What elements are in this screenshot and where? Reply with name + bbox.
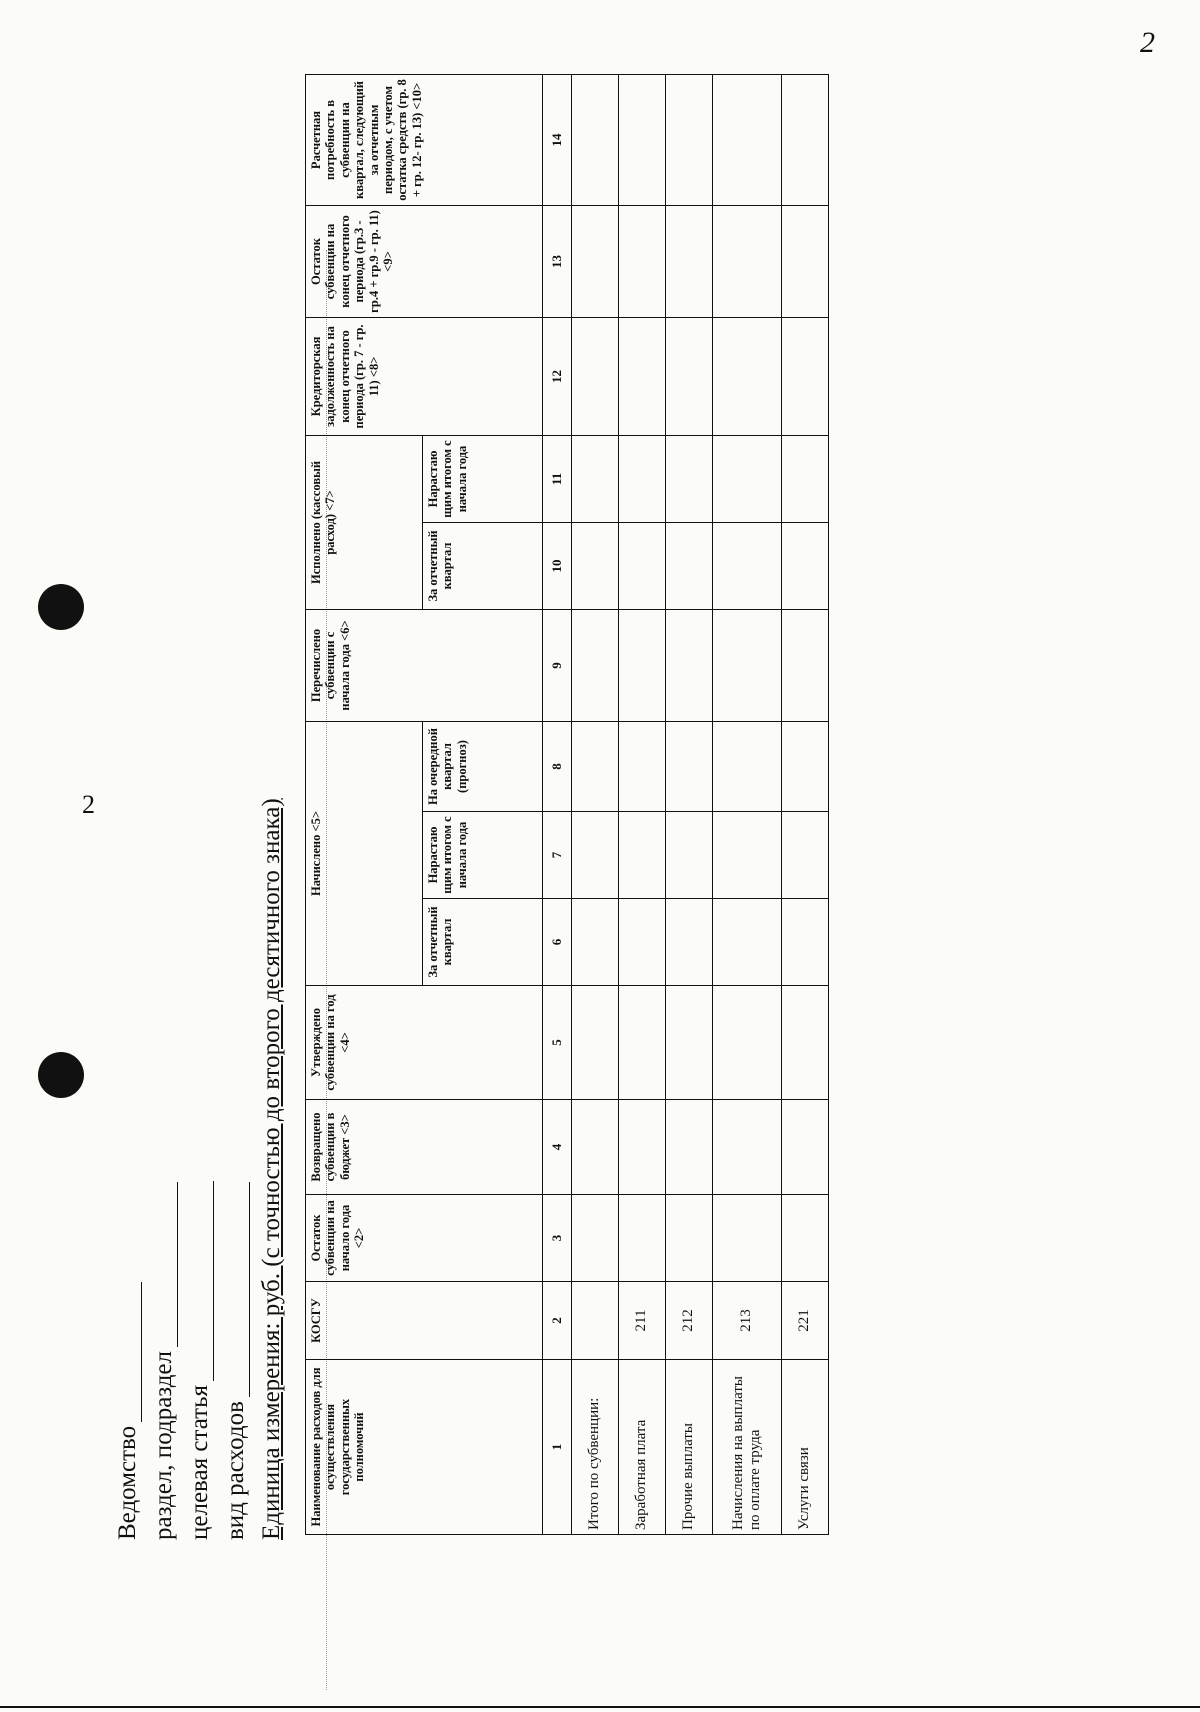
col-header-transferred: Перечислено субвенции с начала года <6> [306,609,543,721]
row-name: Заработная плата [619,1360,666,1535]
cell [572,522,619,609]
cell [619,317,666,435]
table-row [713,74,782,1534]
column-number: 3 [543,1195,572,1282]
col-header-balance-end: Остаток субвенции на конец отчетного периода (гр.3 - гр.4 + гр.9 - гр. 11) <9> [306,205,543,317]
cell [666,812,713,899]
cell [619,899,666,986]
cell [572,812,619,899]
column-number: 5 [543,986,572,1100]
column-number: 12 [543,317,572,435]
bottom-edge-line [0,1706,1200,1708]
col-header-accrued-cumulative: Нарастаю щим итогом с начала года [423,812,543,899]
column-number: 2 [543,1282,572,1360]
cell [666,317,713,435]
col-header-kosgu: КОСГУ [306,1282,543,1360]
column-number: 11 [543,435,572,522]
row-name: Прочие выплаты [666,1360,713,1535]
cell [782,74,829,205]
department-field [119,1282,142,1422]
units-line [254,540,286,1540]
cell [572,205,619,317]
cell [782,721,829,811]
cell [666,435,713,522]
cell [572,435,619,522]
column-number: 9 [543,609,572,721]
cell [572,899,619,986]
cell [619,721,666,811]
cell [666,1100,713,1195]
rotated-form [110,80,970,1540]
column-number: 4 [543,1100,572,1195]
cell [666,522,713,609]
col-header-executed: Исполнено (кассовый расход) <7> [306,435,423,609]
cell [782,522,829,609]
cell [572,609,619,721]
cell [619,522,666,609]
cell [666,205,713,317]
subvention-report-table [305,74,829,1535]
cell [619,986,666,1100]
target-article-field [191,1181,214,1381]
row-name: Итого по субвенции: [572,1360,619,1535]
table-row [782,74,829,1534]
form-header [110,540,290,1540]
col-header-executed-quarter: За отчетный квартал [423,522,543,609]
row-kosgu: 212 [666,1282,713,1360]
row-kosgu [572,1282,619,1360]
cell [666,609,713,721]
cell [619,609,666,721]
col-header-executed-cumulative: Нарастаю щим итогом с начала года [423,435,543,522]
cell [666,74,713,205]
row-name: Начисления на выплаты по оплате труда [713,1360,782,1535]
cell [713,812,782,899]
target-article-line [182,540,214,1540]
cell [572,986,619,1100]
target-article-label: целевая статья [186,1385,213,1540]
table-row [666,74,713,1534]
cell [572,74,619,205]
punch-hole [38,584,84,630]
cell [619,205,666,317]
cell [619,812,666,899]
table-row [572,74,619,1534]
cell [782,1100,829,1195]
section-label: раздел, подраздел [150,1350,177,1540]
column-number: 13 [543,205,572,317]
cell [572,1100,619,1195]
col-header-accrued-next: На очередной квартал (прогноз) [423,721,543,811]
cell [572,317,619,435]
column-number: 8 [543,721,572,811]
cell [572,1195,619,1282]
col-header-estimated-need: Расчетная потребность в субвенции на квартал, следующий за отчетным периодом, с учетом остатка средств (гр. 8 + гр. 12- гр. 13) <10> [306,74,543,205]
cell [666,986,713,1100]
cell [619,435,666,522]
expense-type-label: вид расходов [222,1401,249,1540]
cell [666,721,713,811]
col-header-accrued-quarter: За отчетный квартал [423,899,543,986]
cell [782,812,829,899]
column-number: 6 [543,899,572,986]
column-number: 10 [543,522,572,609]
col-header-accrued: Начислено <5> [306,721,423,985]
cell [713,317,782,435]
punch-hole [38,1052,84,1098]
row-kosgu: 221 [782,1282,829,1360]
column-number: 7 [543,812,572,899]
cell [666,899,713,986]
cell [713,74,782,205]
column-number-row [543,74,572,1534]
cell [782,1195,829,1282]
row-name: Услуги связи [782,1360,829,1535]
expense-type-field [227,1182,250,1397]
row-kosgu: 211 [619,1282,666,1360]
cell [782,317,829,435]
cell [782,435,829,522]
cell [782,986,829,1100]
page-number: 2 [82,790,95,819]
table-row [619,74,666,1534]
cell [713,1100,782,1195]
column-number: 14 [543,74,572,205]
row-kosgu: 213 [713,1282,782,1360]
cell [713,899,782,986]
cell [713,986,782,1100]
cell [713,721,782,811]
col-header-creditor-debt: Кредиторская задолженность на конец отчетного периода (гр. 7 - гр. 11) <8> [306,317,543,435]
cell [713,522,782,609]
cell [782,899,829,986]
cell [666,1195,713,1282]
col-header-returned: Возвращено субвенции в бюджет <3> [306,1100,543,1195]
col-header-approved: Утверждено субвенции на год <4> [306,986,543,1100]
cell [713,1195,782,1282]
cell [713,609,782,721]
column-number: 1 [543,1360,572,1535]
cell [782,205,829,317]
expense-type-line [218,540,250,1540]
section-line [146,540,178,1540]
department-line [110,540,142,1540]
cell [572,721,619,811]
corner-mark: 2 [1140,26,1155,59]
cell [713,205,782,317]
cell [619,1100,666,1195]
cell [713,435,782,522]
table-header-row [306,74,423,1534]
col-header-name: Наименование расходов для осуществления государственных полномочий [306,1360,543,1535]
units-label: Единица измерения: руб. (с точностью до второго десятичного знака) [258,798,285,1540]
cell [619,74,666,205]
col-header-balance-start: Остаток субвенции на начало года <2> [306,1195,543,1282]
section-field [155,1182,178,1347]
cell [619,1195,666,1282]
department-label: Ведомство [114,1425,141,1540]
cell [782,609,829,721]
